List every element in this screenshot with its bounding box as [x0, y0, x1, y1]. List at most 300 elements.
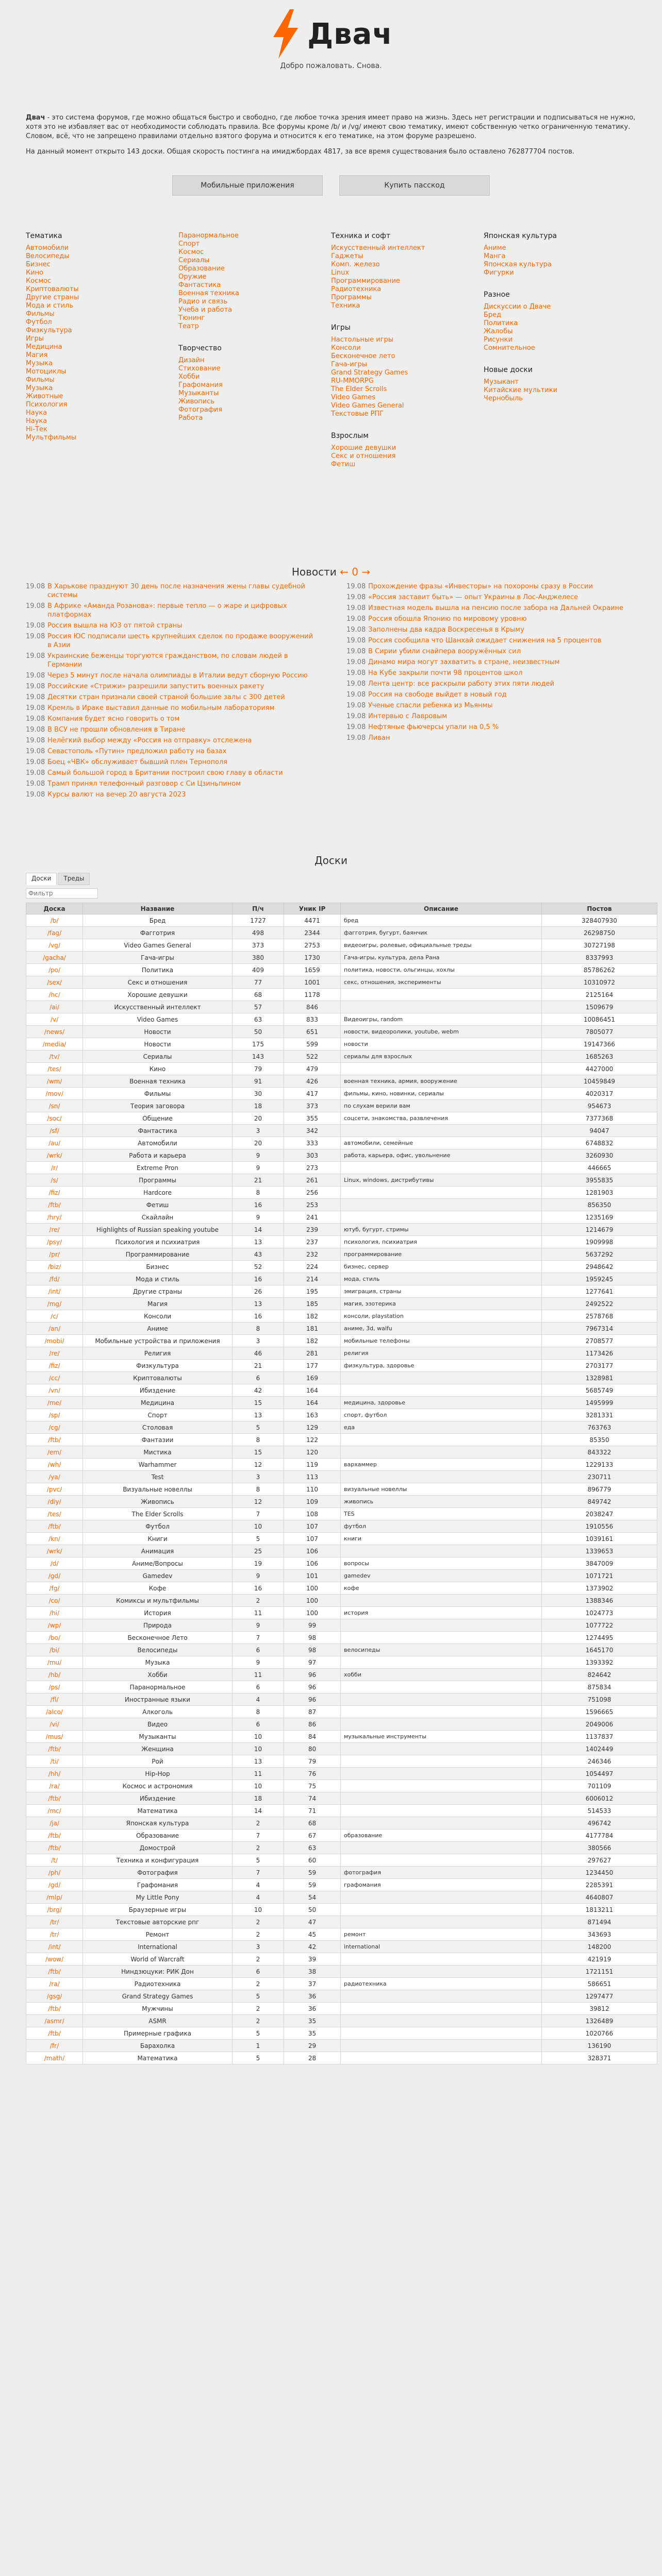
board-link[interactable]: Паранормальное [178, 232, 239, 240]
table-row[interactable] [26, 1693, 657, 1706]
board-code-link[interactable]: /wrk/ [46, 1547, 62, 1555]
board-link[interactable]: Тюнинг [178, 314, 205, 322]
board-code-link[interactable]: /mg/ [47, 1300, 62, 1308]
board-code-link[interactable]: /tes/ [47, 1510, 61, 1518]
board-code-link[interactable]: /diy/ [47, 1498, 61, 1505]
board-code-link[interactable]: /gd/ [48, 1881, 61, 1889]
table-row[interactable] [26, 1842, 657, 1854]
board-link[interactable]: Жалобы [484, 328, 513, 335]
board-link[interactable]: Медицина [26, 343, 62, 351]
board-link[interactable]: Графомания [178, 381, 223, 389]
table-row[interactable] [26, 1656, 657, 1669]
board-code-link[interactable]: /vg/ [48, 941, 60, 949]
board-link[interactable]: Политика [484, 319, 518, 327]
board-code-link[interactable]: /kn/ [48, 1535, 60, 1543]
board-code-link[interactable]: /hry/ [47, 1213, 62, 1221]
board-link[interactable]: Театр [178, 323, 199, 330]
board-code-link[interactable]: /tr/ [49, 1930, 59, 1938]
table-row[interactable] [26, 1434, 657, 1446]
board-link[interactable]: Живопись [178, 398, 214, 405]
board-link[interactable]: Радиотехника [331, 285, 382, 293]
board-link[interactable]: The Elder Scrolls [331, 385, 387, 393]
board-link[interactable]: Текстовые РПГ [331, 410, 384, 418]
board-link[interactable]: Программирование [331, 277, 400, 285]
board-link[interactable]: Музыкант [484, 378, 519, 386]
board-code-link[interactable]: /b/ [50, 917, 59, 924]
board-code-link[interactable]: /ps/ [48, 1683, 60, 1691]
board-link[interactable]: Наука [26, 409, 47, 417]
board-code-link[interactable]: /ai/ [49, 1003, 59, 1011]
table-row[interactable] [26, 1879, 657, 1891]
board-code-link[interactable]: /vi/ [49, 1720, 59, 1728]
table-row[interactable] [26, 2003, 657, 2015]
table-row[interactable] [26, 1595, 657, 1607]
board-link[interactable]: Video Games [331, 394, 376, 401]
board-code-link[interactable]: /bi/ [49, 1646, 60, 1654]
board-code-link[interactable]: /wow/ [45, 1955, 64, 1963]
table-row[interactable] [26, 1335, 657, 1347]
board-link[interactable]: Военная техника [178, 290, 239, 297]
table-row[interactable] [26, 1669, 657, 1681]
board-link[interactable]: Искусственный интеллект [331, 244, 425, 252]
board-link[interactable]: Комп. железо [331, 261, 380, 268]
table-row[interactable] [26, 2040, 657, 2052]
board-link[interactable]: Хорошие девушки [331, 444, 396, 452]
board-link[interactable]: Гача-игры [331, 361, 368, 368]
board-code-link[interactable]: /co/ [48, 1597, 60, 1604]
board-link[interactable]: Другие страны [26, 294, 79, 301]
table-row[interactable] [26, 1916, 657, 1928]
board-link[interactable]: Чернобыль [484, 395, 523, 402]
col-posts[interactable]: Постов [542, 903, 657, 914]
board-link[interactable]: Космос [178, 248, 204, 256]
board-link[interactable]: Учеба и работа [178, 306, 233, 314]
board-link[interactable]: Программы [331, 294, 372, 301]
table-row[interactable] [26, 1050, 657, 1063]
board-link[interactable]: Китайские мультики [484, 386, 558, 394]
news-next-arrow[interactable]: → [361, 566, 371, 578]
news-link[interactable]: В Африке «Аманда Розанова»: первые тепло — о жаре и цифровых платформах [47, 602, 287, 619]
board-code-link[interactable]: /wh/ [47, 1461, 61, 1468]
table-row[interactable] [26, 1718, 657, 1731]
board-link[interactable]: Сериалы [178, 257, 210, 264]
table-row[interactable] [26, 1236, 657, 1248]
buy-pass-button[interactable]: Купить пасскод [339, 175, 490, 196]
table-row[interactable] [26, 1026, 657, 1038]
table-row[interactable] [26, 2027, 657, 2040]
news-link[interactable]: Динамо мира могут захватить в стране, неизвестным [368, 658, 560, 666]
board-link[interactable]: Linux [331, 269, 350, 277]
board-link[interactable]: Мультфильмы [26, 434, 77, 442]
board-link[interactable]: Хобби [178, 373, 200, 381]
board-code-link[interactable]: /ja/ [49, 1819, 59, 1827]
table-row[interactable] [26, 1619, 657, 1632]
board-code-link[interactable]: /au/ [48, 1139, 61, 1147]
board-code-link[interactable]: /sf/ [49, 1127, 59, 1134]
table-row[interactable] [26, 1990, 657, 2003]
news-link[interactable]: Интервью с Лавровым [368, 713, 448, 720]
board-code-link[interactable]: /s/ [51, 1176, 58, 1184]
board-link[interactable]: Физкультура [26, 327, 72, 334]
table-row[interactable] [26, 1570, 657, 1582]
table-row[interactable] [26, 1471, 657, 1483]
table-row[interactable] [26, 1199, 657, 1211]
news-link[interactable]: Россия ЮС подписали шесть крупнейших сделок по продаже вооружений в Азии [47, 633, 313, 649]
board-code-link[interactable]: /ftb/ [48, 2029, 61, 2037]
news-link[interactable]: Через 5 минут после начала олимпиады в Италии ведут сборную Россию [47, 672, 308, 680]
board-code-link[interactable]: /media/ [42, 1040, 67, 1048]
board-code-link[interactable]: /pr/ [49, 1250, 60, 1258]
tab-boards[interactable]: Доски [26, 873, 57, 885]
table-row[interactable] [26, 952, 657, 964]
table-row[interactable] [26, 1063, 657, 1075]
board-code-link[interactable]: /brg/ [47, 1906, 62, 1913]
table-row[interactable] [26, 1421, 657, 1434]
table-row[interactable] [26, 1088, 657, 1100]
board-code-link[interactable]: /po/ [48, 966, 61, 974]
table-row[interactable] [26, 1817, 657, 1829]
board-link[interactable]: Консоли [331, 344, 361, 352]
board-code-link[interactable]: /pvc/ [46, 1485, 62, 1493]
board-code-link[interactable]: /sp/ [48, 1411, 60, 1419]
table-row[interactable] [26, 1607, 657, 1619]
news-link[interactable]: Самый большой город в Британии построил свою главу в области [47, 769, 283, 777]
news-link[interactable]: Трамп принял телефонный разговор с Си Цзиньпином [47, 780, 241, 788]
board-link[interactable]: Hi-Тек [26, 426, 47, 433]
news-link[interactable]: Россия сообщила что Шанхай ожидает снижения на 5 процентов [368, 637, 602, 645]
table-row[interactable] [26, 1644, 657, 1656]
table-row[interactable] [26, 1755, 657, 1768]
board-code-link[interactable]: /ti/ [50, 1757, 59, 1765]
board-code-link[interactable]: /fag/ [47, 929, 62, 937]
news-link[interactable]: Курсы валют на вечер 20 августа 2023 [47, 791, 186, 799]
board-code-link[interactable]: /ftb/ [48, 2005, 61, 2012]
table-row[interactable] [26, 1508, 657, 1520]
news-link[interactable]: Российские «Стрижи» разрешили запустить военных ракету [47, 683, 264, 690]
board-code-link[interactable]: /fl/ [50, 1696, 59, 1703]
board-link[interactable]: Наука [26, 417, 47, 425]
table-row[interactable] [26, 1731, 657, 1743]
board-code-link[interactable]: /d/ [50, 1560, 59, 1567]
news-link[interactable]: Десятки стран признали своей страной большие залы с 300 детей [47, 693, 285, 701]
board-link[interactable]: Велосипеды [26, 252, 70, 260]
table-row[interactable] [26, 2015, 657, 2027]
table-row[interactable] [26, 1224, 657, 1236]
board-link[interactable]: Музыка [26, 360, 53, 367]
board-code-link[interactable]: /fiz/ [48, 1189, 60, 1196]
news-link[interactable]: На Кубе закрыли почти 98 процентов школ [368, 669, 523, 677]
board-link[interactable]: Бред [484, 311, 502, 319]
board-code-link[interactable]: /me/ [47, 1399, 62, 1406]
table-row[interactable] [26, 1211, 657, 1224]
table-row[interactable] [26, 1100, 657, 1112]
table-row[interactable] [26, 1273, 657, 1285]
board-code-link[interactable]: /sex/ [47, 978, 62, 986]
board-code-link[interactable]: /ftb/ [48, 1832, 61, 1839]
board-link[interactable]: Музыка [26, 384, 53, 392]
news-link[interactable]: Лента центр: все раскрыли работу этих пяти людей [368, 680, 554, 688]
board-code-link[interactable]: /asmr/ [44, 2017, 64, 2025]
table-row[interactable] [26, 1261, 657, 1273]
board-link[interactable]: Аниме [484, 244, 506, 252]
table-row[interactable] [26, 1681, 657, 1693]
board-code-link[interactable]: /mus/ [45, 1733, 63, 1740]
board-link[interactable]: Фотография [178, 406, 223, 414]
board-code-link[interactable]: /re/ [49, 1226, 60, 1233]
table-row[interactable] [26, 1582, 657, 1595]
board-link[interactable]: Бизнес [26, 261, 51, 268]
board-code-link[interactable]: /soc/ [47, 1114, 62, 1122]
table-row[interactable] [26, 1285, 657, 1298]
board-link[interactable]: Техника [331, 302, 360, 310]
board-code-link[interactable]: /bo/ [48, 1634, 61, 1641]
news-link[interactable]: В ВСУ не прошли обновления в Тиране [47, 726, 186, 734]
board-code-link[interactable]: /re/ [49, 1349, 60, 1357]
board-code-link[interactable]: /cg/ [48, 1423, 60, 1431]
board-code-link[interactable]: /int/ [48, 1943, 61, 1951]
table-row[interactable] [26, 1545, 657, 1557]
board-link[interactable]: Фильмы [26, 310, 55, 318]
board-link[interactable]: Гаджеты [331, 252, 363, 260]
news-link[interactable]: Боец «ЧВК» обслуживает бывший плен Тернополя [47, 758, 228, 766]
board-code-link[interactable]: /int/ [48, 1287, 61, 1295]
news-link[interactable]: Россия обошла Японию по мировому уровню [368, 615, 527, 623]
table-row[interactable] [26, 1112, 657, 1125]
board-link[interactable]: Фильмы [26, 376, 55, 384]
table-row[interactable] [26, 1125, 657, 1137]
board-code-link[interactable]: /ftb/ [48, 1522, 61, 1530]
table-row[interactable] [26, 1805, 657, 1817]
board-link[interactable]: Радио и связь [178, 298, 228, 306]
board-link[interactable]: Игры [26, 335, 44, 343]
board-code-link[interactable]: /ph/ [48, 1869, 61, 1876]
news-link[interactable]: Севастополь «Путин» предложил работу на базах [47, 748, 227, 755]
table-row[interactable] [26, 1483, 657, 1496]
board-code-link[interactable]: /tv/ [49, 1053, 60, 1060]
news-link[interactable]: Заполнены два кадра Воскресенья в Крыму [368, 626, 524, 634]
board-code-link[interactable]: /tes/ [47, 1065, 61, 1073]
board-code-link[interactable]: /psy/ [46, 1238, 62, 1246]
news-link[interactable]: «Россия заставит быть» — опыт Украины в Лос-Анджелесе [368, 594, 578, 601]
board-link[interactable]: Grand Strategy Games [331, 369, 408, 377]
filter-input[interactable] [26, 888, 98, 899]
col-desc[interactable]: Описание [341, 903, 542, 914]
board-code-link[interactable]: /mlp/ [46, 1893, 62, 1901]
board-code-link[interactable]: /wm/ [46, 1077, 62, 1085]
news-link[interactable]: Ливан [368, 734, 390, 742]
board-code-link[interactable]: /fg/ [49, 1584, 60, 1592]
news-link[interactable]: Ученые спасли ребенка из Мьянмы [368, 702, 493, 709]
table-row[interactable] [26, 1941, 657, 1953]
board-code-link[interactable]: /t/ [51, 1856, 58, 1864]
table-row[interactable] [26, 1248, 657, 1261]
table-row[interactable] [26, 1323, 657, 1335]
board-link[interactable]: Дискуссии о Дваче [484, 303, 551, 311]
table-row[interactable] [26, 1310, 657, 1323]
board-code-link[interactable]: /ftb/ [48, 1201, 61, 1209]
board-link[interactable]: Сомнительное [484, 344, 535, 352]
board-link[interactable]: Космос [26, 277, 52, 285]
table-row[interactable] [26, 989, 657, 1001]
board-code-link[interactable]: /r/ [51, 1164, 58, 1172]
board-code-link[interactable]: /c/ [51, 1312, 58, 1320]
board-code-link[interactable]: /news/ [44, 1028, 65, 1036]
table-row[interactable] [26, 1953, 657, 1965]
table-row[interactable] [26, 1978, 657, 1990]
board-code-link[interactable]: /fr/ [49, 2042, 59, 2049]
news-link[interactable]: Нефтяные фьючерсы упали на 0,5 % [368, 723, 499, 731]
board-link[interactable]: Магия [26, 351, 48, 359]
board-link[interactable]: Музыканты [178, 389, 219, 397]
table-row[interactable] [26, 1706, 657, 1718]
table-row[interactable] [26, 1347, 657, 1360]
board-link[interactable]: Стихование [178, 365, 221, 372]
board-link[interactable]: Рисунки [484, 336, 512, 344]
board-code-link[interactable]: /mc/ [47, 1807, 61, 1815]
table-row[interactable] [26, 1397, 657, 1409]
board-link[interactable]: Секс и отношения [331, 452, 396, 460]
board-code-link[interactable]: /hb/ [48, 1671, 61, 1679]
board-code-link[interactable]: /an/ [48, 1325, 61, 1332]
board-code-link[interactable]: /fd/ [49, 1275, 60, 1283]
table-row[interactable] [26, 1459, 657, 1471]
board-code-link[interactable]: /ftb/ [48, 1968, 61, 1975]
board-code-link[interactable]: /ra/ [49, 1782, 60, 1790]
board-link[interactable]: Оружие [178, 273, 207, 281]
board-code-link[interactable]: /ftb/ [48, 1794, 61, 1802]
board-code-link[interactable]: /fiz/ [48, 1362, 60, 1369]
board-code-link[interactable]: /math/ [44, 2054, 65, 2062]
board-link[interactable]: Образование [178, 265, 225, 273]
table-row[interactable] [26, 964, 657, 976]
table-row[interactable] [26, 1187, 657, 1199]
board-link[interactable]: Мода и стиль [26, 302, 73, 310]
board-link[interactable]: Животные [26, 393, 63, 400]
table-row[interactable] [26, 1792, 657, 1805]
board-link[interactable]: Футбол [26, 318, 52, 326]
news-link[interactable]: В Харькове празднуют 30 день после назначения жены главы судебной системы [47, 583, 305, 599]
board-link[interactable]: Работа [178, 414, 203, 422]
col-pph[interactable]: П/ч [233, 903, 284, 914]
news-link[interactable]: Прохождение фразы «Инвесторы» на похороны сразу в России [368, 583, 593, 590]
news-link[interactable]: Россия на свободе выйдет в новый год [368, 691, 507, 699]
board-code-link[interactable]: /wrk/ [46, 1151, 62, 1159]
board-code-link[interactable]: /mu/ [47, 1658, 62, 1666]
board-code-link[interactable]: /mobi/ [44, 1337, 64, 1345]
board-link[interactable]: Криптовалюты [26, 285, 79, 293]
table-row[interactable] [26, 1496, 657, 1508]
board-code-link[interactable]: /vn/ [48, 1386, 60, 1394]
board-code-link[interactable]: /ra/ [49, 1980, 60, 1988]
news-link[interactable]: Компания будет ясно говорить о том [47, 715, 180, 723]
table-row[interactable] [26, 1372, 657, 1384]
table-row[interactable] [26, 1965, 657, 1978]
table-row[interactable] [26, 1075, 657, 1088]
board-link[interactable]: RU-MMORPG [331, 377, 374, 385]
table-row[interactable] [26, 1446, 657, 1459]
table-row[interactable] [26, 1409, 657, 1421]
board-code-link[interactable]: /v/ [50, 1015, 59, 1023]
news-link[interactable]: В Сирии убили снайпера вооружённых сил [368, 648, 521, 655]
board-code-link[interactable]: /gsg/ [46, 1992, 62, 2000]
table-row[interactable] [26, 1174, 657, 1187]
table-row[interactable] [26, 1928, 657, 1941]
board-code-link[interactable]: /gacha/ [43, 954, 66, 961]
table-row[interactable] [26, 1001, 657, 1013]
table-row[interactable] [26, 1360, 657, 1372]
table-row[interactable] [26, 1829, 657, 1842]
table-row[interactable] [26, 1162, 657, 1174]
board-link[interactable]: Мотоциклы [26, 368, 67, 376]
board-code-link[interactable]: /tr/ [49, 1918, 59, 1926]
tab-threads[interactable]: Треды [58, 873, 90, 885]
news-link[interactable]: Украинские беженцы торгуются гражданством, по словам людей в Германии [47, 652, 288, 669]
board-link[interactable]: Японская культура [484, 261, 552, 268]
table-row[interactable] [26, 1891, 657, 1904]
table-row[interactable] [26, 1768, 657, 1780]
table-row[interactable] [26, 1557, 657, 1570]
col-ip[interactable]: Уник IP [284, 903, 341, 914]
board-code-link[interactable]: /mov/ [45, 1090, 63, 1097]
board-link[interactable]: Фетиш [331, 461, 356, 468]
board-code-link[interactable]: /hh/ [48, 1770, 61, 1777]
table-row[interactable] [26, 1780, 657, 1792]
table-row[interactable] [26, 1632, 657, 1644]
board-code-link[interactable]: /biz/ [47, 1263, 61, 1270]
board-code-link[interactable]: /alco/ [46, 1708, 63, 1716]
board-code-link[interactable]: /gd/ [48, 1572, 61, 1580]
board-link[interactable]: Дизайн [178, 357, 205, 364]
table-row[interactable] [26, 927, 657, 939]
table-row[interactable] [26, 1298, 657, 1310]
board-link[interactable]: Психология [26, 401, 68, 409]
board-link[interactable]: Спорт [178, 240, 200, 248]
board-code-link[interactable]: /cc/ [48, 1374, 60, 1382]
logo[interactable] [11, 9, 651, 59]
col-name[interactable]: Название [83, 903, 233, 914]
table-row[interactable] [26, 1533, 657, 1545]
board-code-link[interactable]: /ftb/ [48, 1745, 61, 1753]
board-code-link[interactable]: /sn/ [48, 1102, 60, 1110]
board-link[interactable]: Кино [26, 269, 44, 277]
board-code-link[interactable]: /hc/ [48, 991, 60, 998]
table-row[interactable] [26, 2052, 657, 2064]
table-row[interactable] [26, 1854, 657, 1867]
board-code-link[interactable]: /ftb/ [48, 1844, 61, 1852]
mobile-apps-button[interactable]: Мобильные приложения [172, 175, 323, 196]
table-row[interactable] [26, 914, 657, 927]
board-link[interactable]: Манга [484, 252, 506, 260]
table-row[interactable] [26, 1904, 657, 1916]
board-code-link[interactable]: /ya/ [48, 1473, 60, 1481]
board-link[interactable]: Фантастика [178, 281, 221, 289]
table-row[interactable] [26, 1137, 657, 1149]
news-link[interactable]: Кремль в Ираке выставил данные по мобильным лабораториям [47, 704, 275, 712]
news-link[interactable]: Россия вышла на Ю3 от пятой страны [47, 622, 183, 630]
table-row[interactable] [26, 939, 657, 952]
board-code-link[interactable]: /hi/ [49, 1609, 60, 1617]
board-link[interactable]: Автомобили [26, 244, 69, 252]
board-code-link[interactable]: /wp/ [47, 1621, 61, 1629]
table-row[interactable] [26, 1149, 657, 1162]
table-row[interactable] [26, 1038, 657, 1050]
table-row[interactable] [26, 1013, 657, 1026]
news-prev-arrow[interactable]: ← [340, 566, 349, 578]
table-row[interactable] [26, 1743, 657, 1755]
table-row[interactable] [26, 976, 657, 989]
board-link[interactable]: Video Games General [331, 402, 404, 410]
col-board[interactable]: Доска [26, 903, 83, 914]
